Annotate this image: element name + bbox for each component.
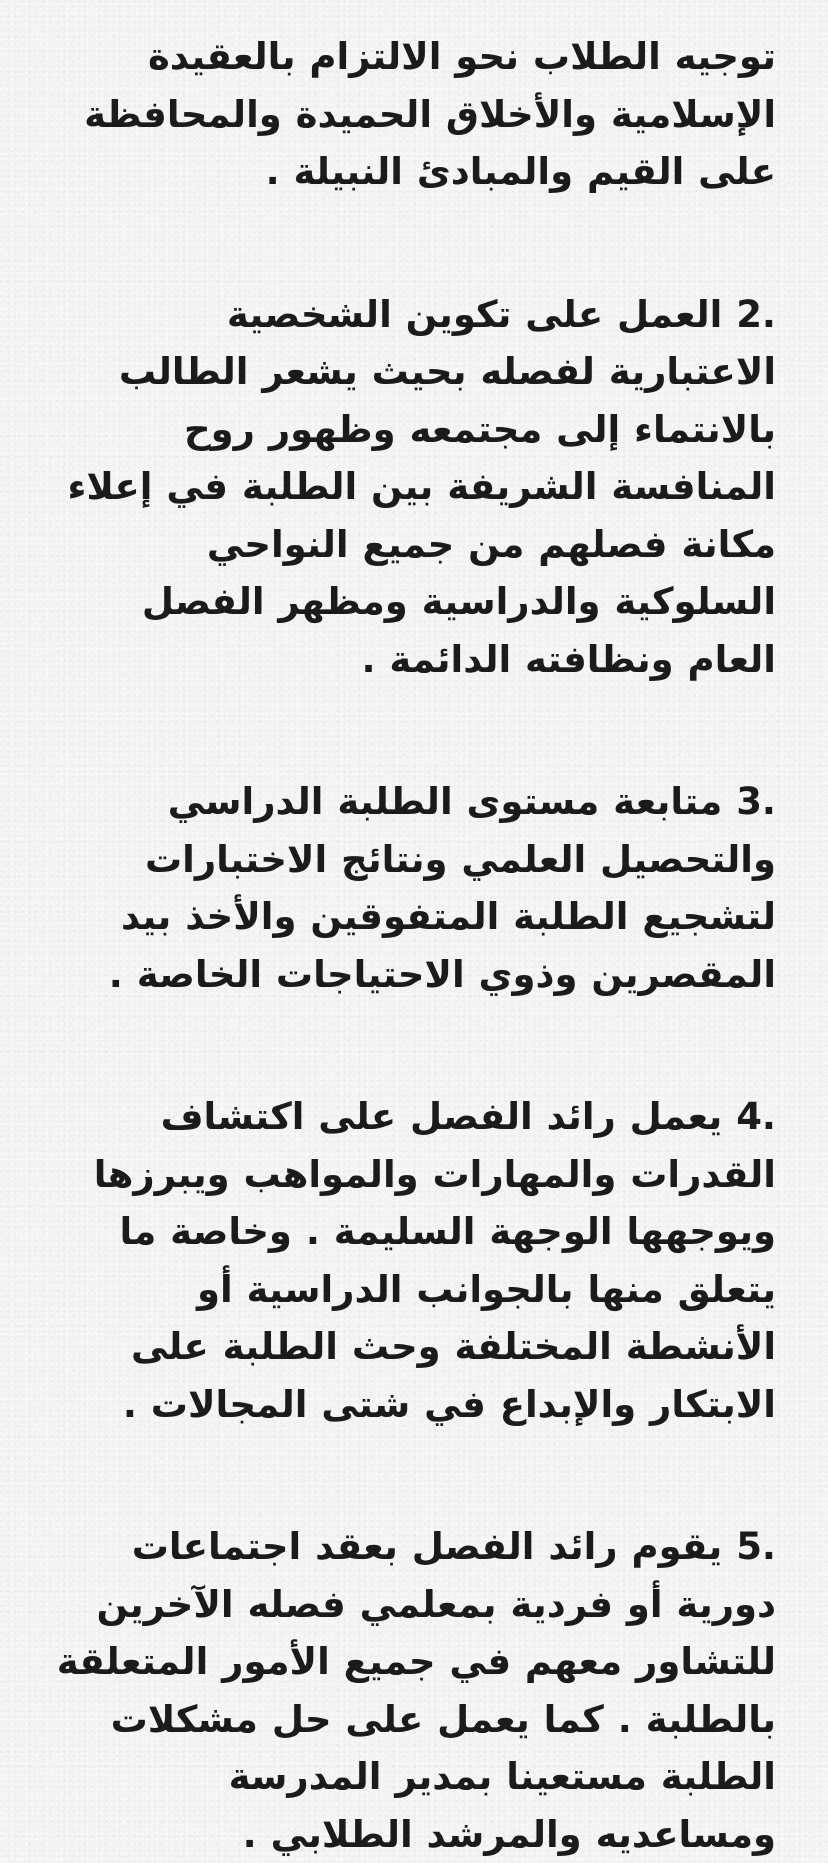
paragraph-1 — [52, 28, 776, 201]
paragraph-gap — [52, 1003, 776, 1088]
paragraph-gap — [52, 201, 776, 286]
paragraph-4 — [52, 1088, 776, 1433]
paragraph-3 — [52, 773, 776, 1003]
paragraph-5-number: 5. — [736, 1525, 776, 1568]
paragraph-2-number: 2. — [736, 292, 776, 336]
paragraph-5 — [52, 1518, 776, 1863]
paragraph-gap — [52, 1433, 776, 1518]
paragraph-4-number: 4. — [736, 1095, 776, 1138]
paragraph-3-number: 3. — [736, 780, 776, 823]
paragraph-2-text: العمل على تكوين الشخصية الاعتبارية لفصله بحيث يشعر الطالب بالانتماء إلى مجتمعه وظهور روح المنافسة الشريفة بين الطلبة في إعلاء مكانة فصلهم من جميع النواحي السلوكية والدراسية ومظهر الفصل العام ونظافته الدائمة . — [67, 292, 776, 681]
paragraph-1-text: توجيه الطلاب نحو الالتزام بالعقيدة الإسلامية والأخلاق الحميدة والمحافظة على القيم والمبادئ النبيلة . — [84, 35, 776, 193]
paragraph-gap — [52, 688, 776, 773]
paragraph-2 — [52, 286, 776, 689]
paragraph-5-text: يقوم رائد الفصل بعقد اجتماعات دورية أو فردية بمعلمي فصله الآخرين للتشاور معهم في جميع الأمور المتعلقة بالطلبة . كما يعمل على حل مشكلات الطلبة مستعينا بمدير المدرسة ومساعديه والمرشد الطلابي . — [56, 1525, 776, 1856]
paragraph-3-text: متابعة مستوى الطلبة الدراسي والتحصيل العلمي ونتائج الاختبارات لتشجيع الطلبة المتفوقين والأخذ بيد المقصرين وذوي الاحتياجات الخاصة . — [108, 780, 776, 996]
paragraph-4-text: يعمل رائد الفصل على اكتشاف القدرات والمهارات والمواهب ويبرزها ويوجهها الوجهة السليمة . وخاصة ما يتعلق منها بالجوانب الدراسية أو الأنشطة المختلفة وحث الطلبة على الابتكار والإبداع في شتى المجالات . — [93, 1095, 776, 1426]
